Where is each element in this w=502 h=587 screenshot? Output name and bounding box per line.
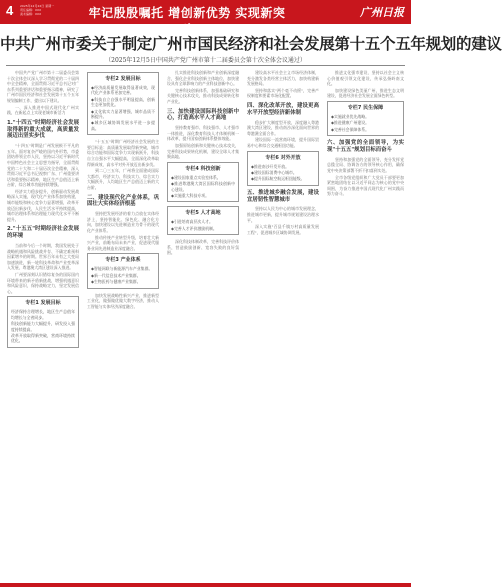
sidebar-box-title: 专栏5 人才高地	[185, 210, 221, 217]
sidebar-box-item: ◆建设国际消费中心城市。	[251, 169, 297, 175]
sidebar-box	[167, 162, 239, 203]
page-banner	[0, 0, 411, 37]
body-paragraph: 加强原始创新和关键核心技术攻关，完善科技成果转化机制，建设全球人才集聚高地。	[167, 142, 239, 160]
body-paragraph: 坚持和落实"两个毫不动摇"，完善产权制度和要素市场化配置。	[247, 87, 319, 99]
article-subheadline: （2025年12月5日中国共产党广州市第十二届委员会第十次全体会议通过）	[105, 57, 306, 64]
sidebar-box-item: ◆实施重大科技专项。	[171, 192, 210, 198]
sidebar-box-item: ◆智能网联与新能源汽车产业集群。	[91, 266, 153, 272]
sidebar-box-item: ◆推进健康广州建设。	[331, 120, 370, 126]
section-heading: 1."十四五"时期经济社会发展取得新的重大成就，高质量发展迈出坚实步伐	[7, 119, 79, 140]
sidebar-box	[87, 72, 159, 135]
body-paragraph: 深入实施"百县千镇万村高质量发展工程"，促进城乡区域协调发展。	[247, 224, 319, 235]
body-paragraph: 扎实推进科技创新和产业创新深度融合，强化企业科技创新主体地位，加快建设具有全球影响力的产业科技创新中心。	[167, 70, 239, 87]
sidebar-box-item: ◆文化软实力显著增强，城市品质不断提升。	[91, 108, 155, 120]
sidebar-box-title: 专栏2 发展目标	[105, 76, 141, 82]
body-paragraph: 中国共产党广州市第十二届委员会第十次全体会议深入学习贯彻党的二十届四中全会精神，全面贯彻习近平总书记对广东系列重要讲话和重要指示精神，研究了广州市国民经济和社会发展第十五个五年规划编制工作，提出以下建议。	[7, 70, 79, 103]
text-column-3	[167, 70, 239, 580]
text-column-5	[327, 70, 404, 580]
sidebar-box-item: ◆完善社会保障体系。	[331, 126, 370, 132]
body-paragraph: "十五五"时期广州经济社会发展的主要目标是：高质量发展取得新突破，城市综合功能和国际竞争力实现新跃升，科技自立自强水平大幅提高，全面深化改革取得新成效，高水平对外开放迈出新步伐。	[87, 139, 159, 167]
text-column-4	[247, 70, 319, 580]
body-paragraph: 加快建设绿色美丽广州，推进生态文明建设，促进经济社会发展全面绿色转型。	[327, 87, 404, 99]
page-meta	[20, 4, 80, 16]
body-paragraph: 推动传统产业转型升级，培育壮大新兴产业，前瞻布局未来产业，促进现代服务业同先进制造业深度融合。	[87, 234, 159, 251]
body-paragraph: 深化科技体制改革，完善科技评价体系，营造鼓励创新、宽容失败的良好氛围。	[167, 239, 239, 256]
sidebar-box-title: 专栏6 对外开放	[265, 154, 301, 161]
body-paragraph: 建设高水平社会主义市场经济体制，充分激发各类经营主体活力，加快构建新发展格局。	[247, 70, 319, 87]
newspaper-brand-logo: 广州日报	[360, 6, 404, 19]
body-paragraph: 经济实力稳步提升，创新驱动发展战略深入实施，现代化产业体系加快构建，城市能级和核心竞争力显著增强，改革开放迈出新步伐，人民生活水平持续提高，城市治理体系和治理能力现代化水平不断提升。	[7, 188, 79, 222]
meta-line: 责任编辑：XXX	[20, 8, 42, 12]
body-paragraph: 加快发展战略性新兴产业，推进新型工业化，做强做优做大数字经济，推动人工智能与实体经济深度融合。	[87, 292, 159, 309]
sidebar-box-title: 专栏1 发展目标	[25, 300, 61, 307]
body-paragraph: 坚持把发展经济的着力点放在实体经济上，坚持智能化、绿色化、融合化方向，加快建设以先进制造业为骨干的现代化产业体系。	[87, 211, 159, 233]
meta-line: 2025年12月22日 星期一	[20, 4, 55, 8]
body-paragraph: 坚持以人民为中心的城市发展理念，推进城市更新，提升城市规划建设治理水平。	[247, 206, 319, 223]
sidebar-box-title: 专栏3 产业体系	[105, 257, 141, 264]
meta-line: 美术编辑：XXX	[20, 12, 42, 16]
bottom-strip	[0, 583, 411, 587]
sidebar-box	[7, 296, 79, 347]
headline-divider	[6, 65, 405, 66]
sidebar-box	[327, 101, 404, 136]
sidebar-box	[247, 151, 319, 186]
section-heading: 四、深化改革开放，建设更高水平开放型经济新体制	[247, 102, 319, 116]
sidebar-box-title: 专栏7 民生保障	[347, 104, 384, 111]
sidebar-box-item: ◆新一代信息技术产业集群。	[91, 272, 141, 278]
body-paragraph: 到二〇三五年，广州将全面建成国际大都市，经济实力、科技实力、综合实力大幅跃升，人均地区生产总值迈上新的大台阶。	[87, 168, 159, 190]
sidebar-box-item: 改革开放取得新突破，营商环境持续优化。	[11, 333, 75, 344]
sidebar-box-item: 经济保持合理增长，地区生产总值年均增长与全省同步。	[11, 309, 75, 320]
sidebar-box-item: 科技创新能力大幅提升，研发投入强度持续提高。	[11, 321, 75, 332]
sidebar-box-item: ◆引进培育高层次人才。	[171, 219, 213, 225]
sidebar-box-item: ◆城乡区域协调发展水平进一步提高。	[91, 120, 155, 131]
section-heading: 三、加快建设国际科技创新中心，打造高水平人才高地	[167, 108, 239, 122]
sidebar-box-item: ◆经济高质量发展取得显著成效，现代化产业体系更加完善。	[91, 85, 155, 96]
sidebar-box-item: ◆推进粤港澳大湾区国际科技创新中心建设。	[171, 181, 235, 192]
section-heading: 2."十五五"时期经济社会发展的环境	[7, 226, 79, 240]
sidebar-box	[87, 253, 159, 288]
banner-slogan: 牢记殷殷嘱托 增创新优势 实现新突破	[88, 6, 286, 37]
page-number: 4	[6, 3, 14, 18]
sidebar-box-item: ◆实施就业优先战略。	[331, 113, 370, 119]
body-paragraph: "十四五"时期是广州发展极不平凡的五年。面对复杂严峻的国内外形势，市委团结带领全市人民，坚持以习近平新时代中国特色社会主义思想为指导，全面贯彻党的二十大和二十届历次全会精神，深入贯彻习近平总书记视察广东、广州重要讲话和重要指示精神，地区生产总值迈上新台阶，综合城市功能持续增强。	[7, 143, 79, 188]
section-heading: 五、推进城乡融合发展，建设宜居韧性智慧城市	[247, 189, 319, 203]
sidebar-box-item: ◆生物医药与健康产业集群。	[91, 279, 141, 285]
text-column-1	[7, 70, 79, 580]
sidebar-box-item: ◆科技自立自强水平明显提高，创新生态更加优化。	[91, 96, 155, 108]
section-heading: 六、加强党的全面领导，为实现"十五五"规划目标而奋斗	[327, 140, 404, 153]
sidebar-box-item: ◆建设国家重点实验室体系。	[171, 174, 221, 180]
article-headline: 中共广州市委关于制定广州市国民经济和社会发展第十五个五年规划的建议	[0, 34, 502, 53]
body-paragraph: 坚持教育强市、科技强市、人才强市一体推进，深化教育科技人才体制机制一体改革，提升国家创新体系整体效能。	[167, 125, 239, 142]
body-paragraph: 坚持和加强党的全面领导，充分发挥党总揽全局、协调各方的领导核心作用，确保党中央决策部署不折不扣落到实处。	[327, 156, 404, 173]
body-paragraph: 当前和今后一个时期，我国发展处于战略机遇和风险挑战并存、不确定难预料因素增多的时期。世界百年未有之大变局加速演进，新一轮科技革命和产业变革深入发展，粤港澳大湾区建设深入推进。	[7, 243, 79, 271]
body-paragraph: 广州要深刻认识错综复杂的国际国内环境带来的新矛盾新挑战，增强机遇意识和风险意识，保持战略定力，坚定发展信心。	[7, 272, 79, 294]
sidebar-box-item: ◆推进南沙开发开放。	[251, 163, 290, 169]
body-paragraph: 完善科技创新体系，加强基础研究和关键核心技术攻关，推动科技成果转化和产业化。	[167, 87, 239, 104]
section-heading: 二、建设现代化产业体系，巩固壮大实体经济根基	[87, 194, 159, 208]
sidebar-box-item: ◆完善人才评价激励机制。	[171, 225, 217, 231]
body-paragraph: 建设国际一流营商环境，提升国际贸易中心和综合交通枢纽功能。	[247, 137, 319, 148]
sidebar-box-item: ◆提升国际航空航运枢纽能级。	[251, 176, 305, 182]
body-paragraph: 全市各级党组织和广大党员干部要更加紧密地团结在以习近平同志为核心的党中央周围，为奋力推进中国式现代化广州实践而努力奋斗。	[327, 174, 404, 197]
body-paragraph: 稳步扩大制度型开放，深度融入粤港澳大湾区建设，推动南沙深化面向世界的粤港澳全面合作。	[247, 119, 319, 136]
body-paragraph: 一、深入推进中国式现代化广州实践，在新起点上实现老城市新活力	[7, 104, 79, 116]
body-paragraph: 推进文化强市建设，坚持以社会主义核心价值观引领文化建设，传承弘扬岭南文化。	[327, 70, 404, 87]
sidebar-box-title: 专栏4 科技创新	[185, 165, 221, 172]
text-column-2	[87, 70, 159, 580]
sidebar-box	[167, 206, 239, 235]
